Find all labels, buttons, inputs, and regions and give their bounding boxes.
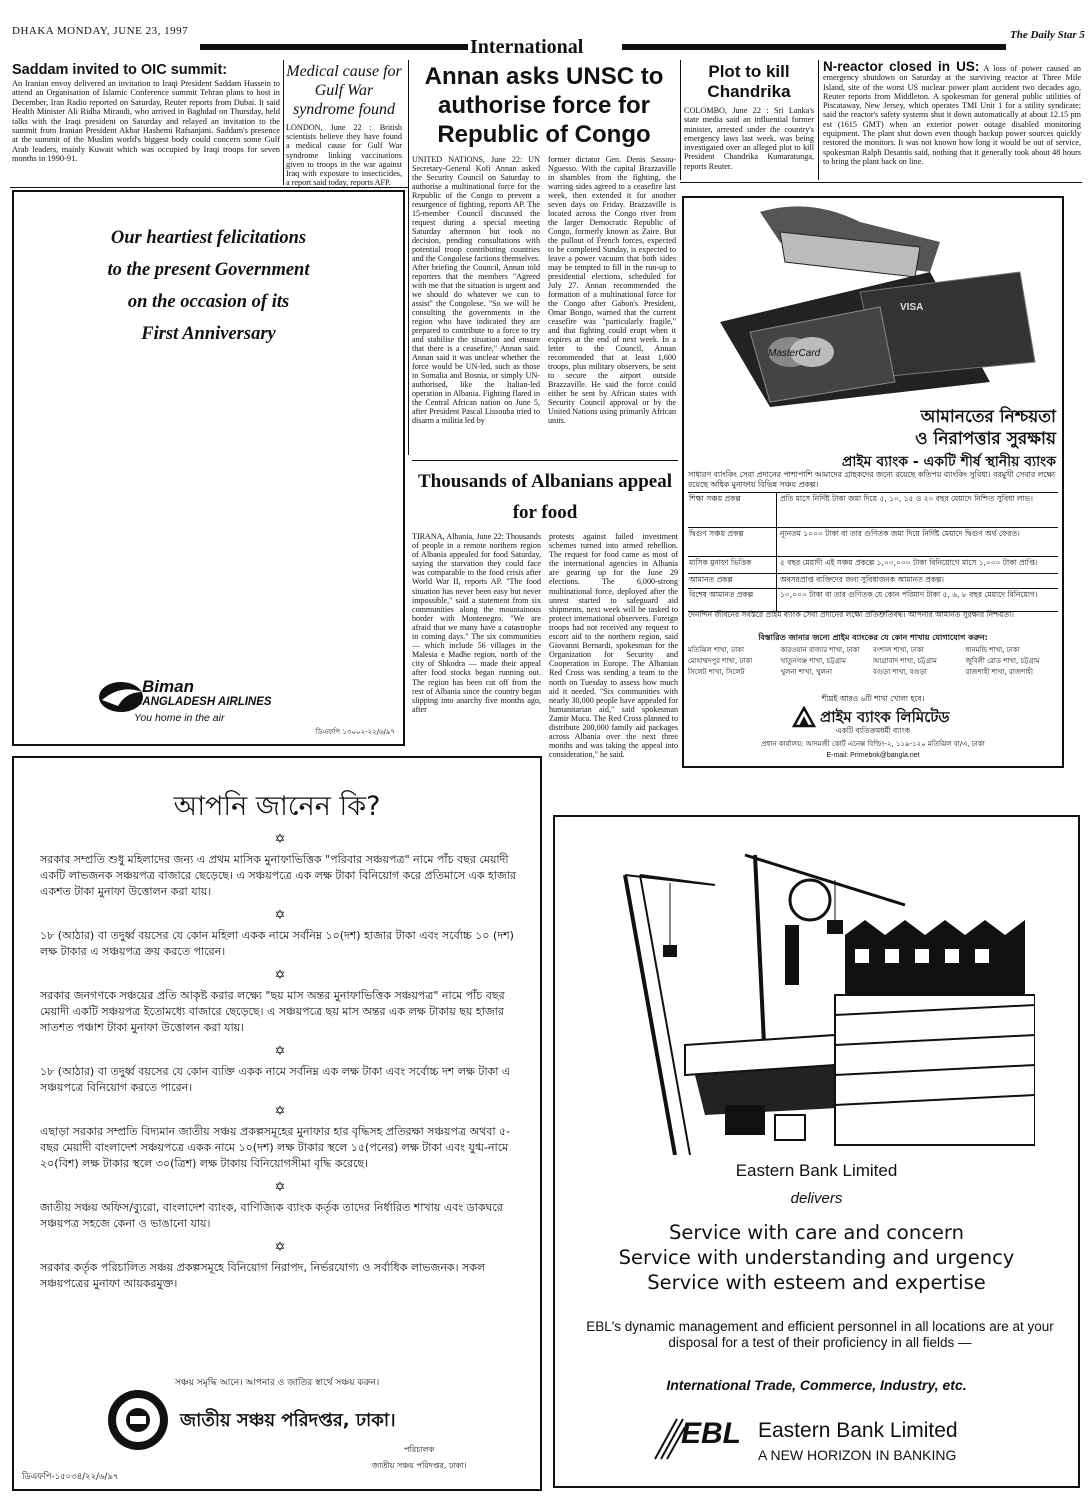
industrial-city-illustration — [595, 825, 1035, 1155]
masthead-rule-right — [622, 44, 1006, 50]
divider — [408, 60, 409, 455]
ebl-service-line: Service with esteem and expertise — [647, 1271, 986, 1294]
biman-code: ডিএফপি ১৩০০২-২২/৬/৯৭ — [315, 728, 395, 736]
prime-branches-title: বিস্তারিত জানার জন্যে প্রাইম ব্যাংকের যে কোন শাখায় যোগাযোগ করুন: — [758, 633, 988, 642]
prime-headline-2: ও নিরাপত্তার সুরক্ষায় — [915, 429, 1056, 449]
chandrika-article — [684, 62, 814, 171]
branch-item: মোহাম্মদপুর শাখা, ঢাকা — [688, 657, 753, 665]
branch-item: ধানমন্ডি শাখা, ঢাকা — [965, 646, 1020, 654]
annan-article — [412, 62, 676, 425]
felicitation-line: to the present Government — [107, 260, 310, 280]
masthead-rule-left — [200, 44, 468, 50]
scheme-text: প্রতি মাসে নির্দিষ্ট টাকা জমা দিয়ে ৫, ১০, ১৫ ও ২০ বছর মেয়াদে নিশ্চিত সুবিধা লাভ। — [780, 494, 1033, 503]
prime-logo-icon — [792, 706, 816, 728]
scheme-text: ন্যূনতম ১০০০ টাকা বা তার গুণিতক জমা দিয়ে নির্দিষ্ট মেয়াদে দ্বিগুণ অর্থ ফেরত। — [780, 529, 1020, 538]
sanchay-signer-title: পরিচালক — [404, 1445, 435, 1454]
prime-branch-list — [688, 646, 1058, 677]
branch-item: কারওয়ান বাজার শাখা, ঢাকা — [780, 646, 860, 654]
ebl-ad — [553, 815, 1080, 1488]
divider — [680, 182, 1082, 183]
masthead-date: DHAKA MONDAY, JUNE 23, 1997 — [12, 25, 189, 37]
saddam-article — [12, 62, 280, 164]
annan-col2: former dictator Gen. Denis Sassou-Nguesso. With the capital Brazzaville in shambles from the fighting, the warring sides agreed to a ceasefire last week, then extended it for another seven days on Friday. Brazzaville is located across the Congo river from the larger Democratic Republic of Congo, formerly known as Zaire. But the pullout of French forces, expected to be completed Sunday, is expected to leave a power vacuum that both sides may be tempted to fill in the run-up to presidential elections, scheduled for July 27. Annan recommended the formation of a multinational force for the Congo after Gabon's President, Omar Bongo, warned that the current ceasefire was "particularly fragile," and that fighting could erupt when it expires at the end of next week. In a letter to the Council, Annan recommended that at least 1,600 troops, plus military observers, be sent to secure the airport outside Brazzaville. He said the force could either be sent by African states with Security Council approval or by the United Nations using primarily African units. — [548, 155, 676, 425]
scheme-text: ৫ বছর মেয়াদী এই সঞ্চয় প্রকল্পে ১,০০,০০০ টাকা বিনিয়োগে মাসে ১,০০০ টাকা প্রাপ্তি। — [780, 558, 1038, 567]
branch-item: খাতুনগঞ্জ শাখা, চট্টগ্রাম — [780, 657, 846, 665]
annan-col1: UNITED NATIONS, June 22: UN Secretary-General Kofi Annan asked the Security Council on Saturday to authorise a multinational force for the Republic of the Congo to prevent a resurgence of fighting, reports AP. The 15-member Council discussed the request during a special meeting Saturday afternoon but took no decision, pending consultations with potential troop contributing countries and the Congolese factions themselves. After briefing the Council, Annan told reporters that the members "Agreed with me that the situation is urgent and we should do whatever we can to assist" the Congolese. "So we will be consulting the governments in the region who have indicated they are prepared to contribute to a force to try and stabilise the situation and ensure that there is a ceasefire," Annan said. Annan said it was unclear whether the force would be UN-led, such as those in Somalia and Bosnia, or simply UN-authorised, like the Italian-led operation in Albania. Fighting flared in the Central African nation on June 5, after President Pascal Lissouba tried to disarm a militia led by — [412, 155, 540, 425]
sanchay-paragraph: সরকার কর্তৃক পরিচালিত সঞ্চয় প্রকল্পসমূহে বিনিয়োগ নিরাপদ, নির্ভরযোগ্য ও সর্বাধিক লাভজনক। সকল সঞ্চয়পত্রের মুনাফা আয়করমুক্ত। — [40, 1261, 486, 1290]
ebl-sectors: International Trade, Commerce, Industry, etc. — [666, 1377, 967, 1393]
visa-logo: VISA — [900, 302, 924, 313]
scheme-text: অবসরপ্রাপ্ত ব্যক্তিদের জন্য সুবিধাজনক আমানত প্রকল্প। — [780, 575, 944, 584]
prime-headline-3: প্রাইম ব্যাংক - একটি শীর্ষ স্থানীয় ব্যাংক — [841, 454, 1056, 470]
chandrika-headline: Plot to kill Chandrika — [707, 62, 791, 101]
scheme-name: আমানত প্রকল্প — [688, 574, 777, 588]
prime-schemes — [688, 492, 1058, 612]
albania-col2: protests against failed investment schemes turned into armed rebellion. The request for food came as most of the international agencies in Albania are gearing up for the June 29 elections. The 6,000-strong multinational force, deployed after the unrest started to safeguard aid shipments, next week will be tasked to protect international observers. Foreign troops had not received any request to escort aid to the northern region, said Giovanni Bernardi, spokesman for the Organization for Security and Cooperation in Europe. The Albanian Red Cross was sending a team to the north on Tuesday to assess how much aid it needed. "Six communities with nearly 30,000 people have appealed for humanitarian aid," said spokesman Zamir Muca. The Red Cross planned to distribute 200,000 family aid packages across Albania over the next three months and was taking the appeal into consideration," he said. — [549, 532, 678, 760]
biman-ad — [12, 190, 405, 746]
ebl-logo-text: EBL — [681, 1417, 741, 1450]
section-title: International — [470, 36, 584, 58]
scheme-name: শিক্ষা সঞ্চয় প্রকল্প — [688, 493, 777, 527]
masthead-page: The Daily Star 5 — [1010, 29, 1085, 41]
sanchay-paragraphs — [40, 832, 520, 1300]
biman-brand: Biman — [142, 677, 194, 696]
branch-item: খুলনা শাখা, খুলনা — [780, 668, 833, 676]
gulfwar-article — [286, 62, 402, 187]
star-separator-icon: ✡ — [274, 1239, 286, 1254]
branch-item: বগুড়া শাখা, বগুড়া — [873, 668, 927, 676]
prime-more-branches: শীঘ্রই আরও ৬টি শাখা খোলা হবে। — [821, 694, 925, 703]
ebl-delivers: delivers — [790, 1190, 843, 1207]
chandrika-body: COLOMBO, June 22 : Sri Lanka's state media said an influential former minister, arrested under the country's emergency laws last week, was being investigated over an alleged plot to kill President Chandrika Kumaratunga, reports Reuter. — [684, 106, 814, 171]
felicitation-line: on the occasion of its — [127, 292, 290, 312]
branch-item: মতিঝিল শাখা, ঢাকা — [688, 646, 745, 654]
sanchay-title: আপনি জানেন কি? — [173, 791, 381, 822]
prime-bank-ad — [682, 196, 1064, 768]
annan-headline: Annan asks UNSC to authorise force for Republic of Congo — [424, 63, 664, 148]
prime-address: প্রধান কার্যালয়: আদমজী কোর্ট এনেক্স বিল্ডিং-২, ১১৯-১২০ মতিঝিল বা/এ, ঢাকা — [761, 740, 985, 748]
ebl-service-line: Service with care and concern — [669, 1221, 964, 1244]
prime-intro: সাধারণ ব্যাংকিং সেবা প্রদানের পাশাপাশি আমাদের গ্রাহকদের জন্যে রয়েছে কতিপয় ব্যাংকিং সুবিধা। বরমুখী সেবার লক্ষ্যে রয়েছে অধিক মুনাফায় বিভিন্ন সঞ্চয় প্রকল্প। — [688, 470, 1056, 489]
star-separator-icon: ✡ — [274, 831, 286, 846]
divider — [680, 60, 681, 180]
albania-article — [412, 466, 678, 759]
gulfwar-headline: Medical cause for Gulf War syndrome found — [286, 63, 402, 118]
ebl-body: EBL's dynamic management and efficient personnel in all locations are at your disposal for a test of their proficiency in all fields — — [586, 1319, 1054, 1350]
sanchay-paragraph: এছাড়া সরকার সম্প্রতি বিদ্যমান জাতীয় সঞ্চয় প্রকল্পসমূহের মুনাফার হার বৃদ্ধিসহ প্রতিরক্ষা সঞ্চয়পত্র অথবা ৫-বছর মেয়াদী বাংলাদেশ সঞ্চয়পত্রে একক নামে ১০(দশ) লক্ষ টাকার স্থলে ১৫(পনের) লক্ষ টাকা এবং যুগ্ম-নামে ২০(বিশ) লক্ষ টাকার স্থলে ৩০(ত্রিশ) লক্ষ টাকায় বিনিয়োগসীমা বৃদ্ধি করেছে। — [40, 1125, 511, 1170]
scheme-text: ১০,০০০ টাকা বা তার গুণিতক যে কোন পরিমাণ টাকা ৫, ৬, ৮ বছর মেয়াদে বিনিয়োগ। — [780, 590, 1038, 599]
prime-logo-text: প্রাইম ব্যাংক লিমিটেড — [820, 708, 950, 726]
scheme-name: বিশেষ আমানত প্রকল্প — [688, 589, 777, 611]
branch-item: বংশাল শাখা, ঢাকা — [873, 646, 924, 654]
sanchay-paragraph: সরকার জনগণকে সঞ্চয়ের প্রতি আকৃষ্ট করার লক্ষ্যে "ছয় মাস অন্তর মুনাফাভিত্তিক সঞ্চয়পত্র" নামে পাঁচ বছর মেয়াদী একটি সঞ্চয়পত্র ইতোমধ্যে বাজারে ছেড়েছে। এ সঞ্চয়পত্রে ছয় মাস অন্তর এক লক্ষ টাকায় ছয় হাজার সাতশত পঞ্চাশ টাকা মুনাফা উত্তোলন করা যায়। — [40, 989, 505, 1034]
star-separator-icon: ✡ — [274, 1043, 286, 1058]
felicitation-line: First Anniversary — [141, 324, 276, 344]
scheme-name: দ্বিগুণ সঞ্চয় প্রকল্প — [688, 528, 777, 556]
divider — [10, 187, 408, 188]
biman-tagline: You home in the air — [134, 712, 225, 724]
nreactor-article — [823, 59, 1081, 166]
ebl-service-line: Service with understanding and urgency — [618, 1246, 1015, 1269]
saddam-body: An Iranian envoy delivered an invitation to Iraqi President Saddam Hussein to attend an Organisation of Islamic Conference summit Tehran plans to host in December, Iran Radio reported on Saturday, Reuter reports from Dubai. It said Health Minister Ali Ridha Mirandi, who arrived in Baghdad on Thursday, held talks with the Iraqi president on Saturday and relayed an invitation to the summit from Iranian President Akbar Hashemi Rafsanjani. Saddam's presence at the summit of the Muslim world's biggest body could concern some Gulf Arab leaders, mainly Kuwait which was occupied by Iraqi troops for seven months in 1990-91. — [12, 79, 280, 164]
divider — [818, 60, 819, 180]
wallet-cards-illustration — [690, 202, 1060, 407]
prime-headline-1: আমানতের নিশ্চয়তা — [920, 407, 1056, 427]
biman-brand-sub: BANGLADESH AIRLINES — [134, 696, 272, 708]
prime-logo-sub: একটি ব্যতিক্রমধর্মী ব্যাংক — [835, 726, 911, 735]
sanchay-paragraph: ১৮ (আঠার) বা তদুর্ধ্ব বয়সের যে কোন মহিলা একক নামে সর্বনিম্ন ১০(দশ) হাজার টাকা এবং সর্বোচ্চ ১০ (দশ) লক্ষ টাকার এ সঞ্চয়পত্র ক্রয় করতে পারেন। — [40, 929, 514, 958]
sanchay-paragraph: ১৮ (আঠার) বা তদুর্ধ্ব বয়সের যে কোন ব্যক্তি একক নামে সর্বনিম্ন এক লক্ষ টাকা এবং সর্বোচ্চ দশ লক্ষ টাকা এ সঞ্চয়পত্রে বিনিয়োগ করতে পারেন। — [40, 1065, 511, 1094]
prime-note: দৈনন্দিন জীবনের সর্বস্তরে প্রাইম ব্যাংক সেবা প্রদানের লক্ষ্যে প্রতিশ্রুতিবদ্ধ। আপনার আমানত সুরক্ষার নিশ্চয়তা। — [688, 610, 1014, 619]
star-separator-icon: ✡ — [274, 967, 286, 982]
star-separator-icon: ✡ — [274, 1103, 286, 1118]
albania-headline: Thousands of Albanians appeal for food — [418, 471, 672, 523]
sanchay-ad — [12, 756, 542, 1491]
ebl-logo-name: Eastern Bank Limited — [758, 1419, 958, 1442]
sanchay-code: ডিএফপি-১৫০৩৪/২২/৬/৯৭ — [22, 1472, 119, 1482]
sanchay-slogan: সঞ্চয় সমৃদ্ধি আনে। আপনার ও জাতির স্বার্থে সঞ্চয় করুন। — [174, 1378, 380, 1388]
sanchay-paragraph: সরকার সম্প্রতি শুধু মহিলাদের জন্য এ প্রথম মাসিক মুনাফাভিত্তিক "পরিবার সঞ্চয়পত্র" নামে পাঁচ বছর মেয়াদী একটি লাভজনক সঞ্চয়পত্র বাজারে ছেড়েছে। এ সঞ্চয়পত্রে এক লক্ষ টাকা বিনিয়োগ করে প্রতিমাসে এক হাজার একশত টাকা মুনাফা উত্তোলন করা যায়। — [40, 853, 517, 898]
sanchay-signer-org: জাতীয় সঞ্চয় পরিদপ্তর, ঢাকা। — [372, 1461, 467, 1470]
saddam-headline: Saddam invited to OIC summit: — [12, 62, 228, 78]
star-separator-icon: ✡ — [274, 907, 286, 922]
divider — [283, 60, 284, 185]
branch-item: জুবিলী রোড শাখা, চট্টগ্রাম — [965, 657, 1040, 665]
prime-email: E-mail: Primebnk@bangla.net — [826, 752, 920, 759]
nreactor-headline: N-reactor closed in US: — [823, 59, 980, 74]
divider — [412, 460, 678, 461]
gulfwar-body: LONDON, June 22 : British scientists believe they have found a medical cause for Gulf War syndrome linking vaccinations given to troops in the war against Iraq with exposure to insecticides, a report said today, reports AFP. — [286, 123, 402, 188]
star-separator-icon: ✡ — [274, 1179, 286, 1194]
sanchay-org: জাতীয় সঞ্চয় পরিদপ্তর, ঢাকা। — [180, 1410, 396, 1431]
nreactor-body: A loss of power caused an emergency shutdown on Saturday at the surviving reactor at Three Mile Island, site of the worst US nuclear power plant accident two decades ago, Reuter reports from Middleton. A spokesman for general public utilities of Piscataway, New Jersey, which operates TMI Unit 1 for a utility syndicate; said the reactor's safety systems shut it down automatically at about 12.15 pm est (1615 GMT) when an exterior power outage disabled monitoring equipment. The plant shut down even though backup power sources quickly restored the monitors. It was not known how long it would be out of service, spokesman Ralph Desantis said, nothing that it generally took about 48 hours to bring the plant back on line. — [823, 64, 1081, 166]
branch-item: আগ্রাবাদ শাখা, চট্টগ্রাম — [873, 657, 937, 665]
mastercard-logo: MasterCard — [768, 348, 821, 359]
scheme-name: মাসিক মুনাফা ভিত্তিক — [688, 557, 777, 573]
ebl-logo-tag: A NEW HORIZON IN BANKING — [758, 1447, 957, 1463]
ebl-name: Eastern Bank Limited — [735, 1161, 898, 1180]
sanchay-seal-icon — [106, 1388, 170, 1452]
sanchay-paragraph: জাতীয় সঞ্চয় অফিস/ব্যুরো, বাংলাদেশ ব্যাংক, বাণিজ্যিক ব্যাংক কর্তৃক তাদের নির্ধারিত শাখায় এবং ডাকঘরে সঞ্চয়পত্র সহজে কেনা ও ভাঙানো যায়। — [40, 1201, 503, 1230]
albania-col1: TIRANA, Albania, June 22: Thousands of people in a remote northern region of Albania appealed for food Saturday, saying the starvation they could face was comparable to the food crisis after World War II, reports AP. "The food situation has never been easy but never impossible," said a statement from six communities along the mountainous border with Montenegro. "We are afraid that we many have a catastrophe in coming days." The six communities — which include 56 villages in the Malesia e Madhe region, north of the city of Shkodra — made their appeal after food stocks began running out. The region has been cut off from the rest of Albania since the country began slipping into anarchy five months ago, after — [412, 532, 541, 714]
branch-item: সিলেট শাখা, সিলেট — [688, 668, 745, 676]
branch-item: রাজশাহী শাখা, রাজশাহী — [965, 668, 1033, 676]
felicitation-line: Our heartiest felicitations — [110, 228, 307, 248]
